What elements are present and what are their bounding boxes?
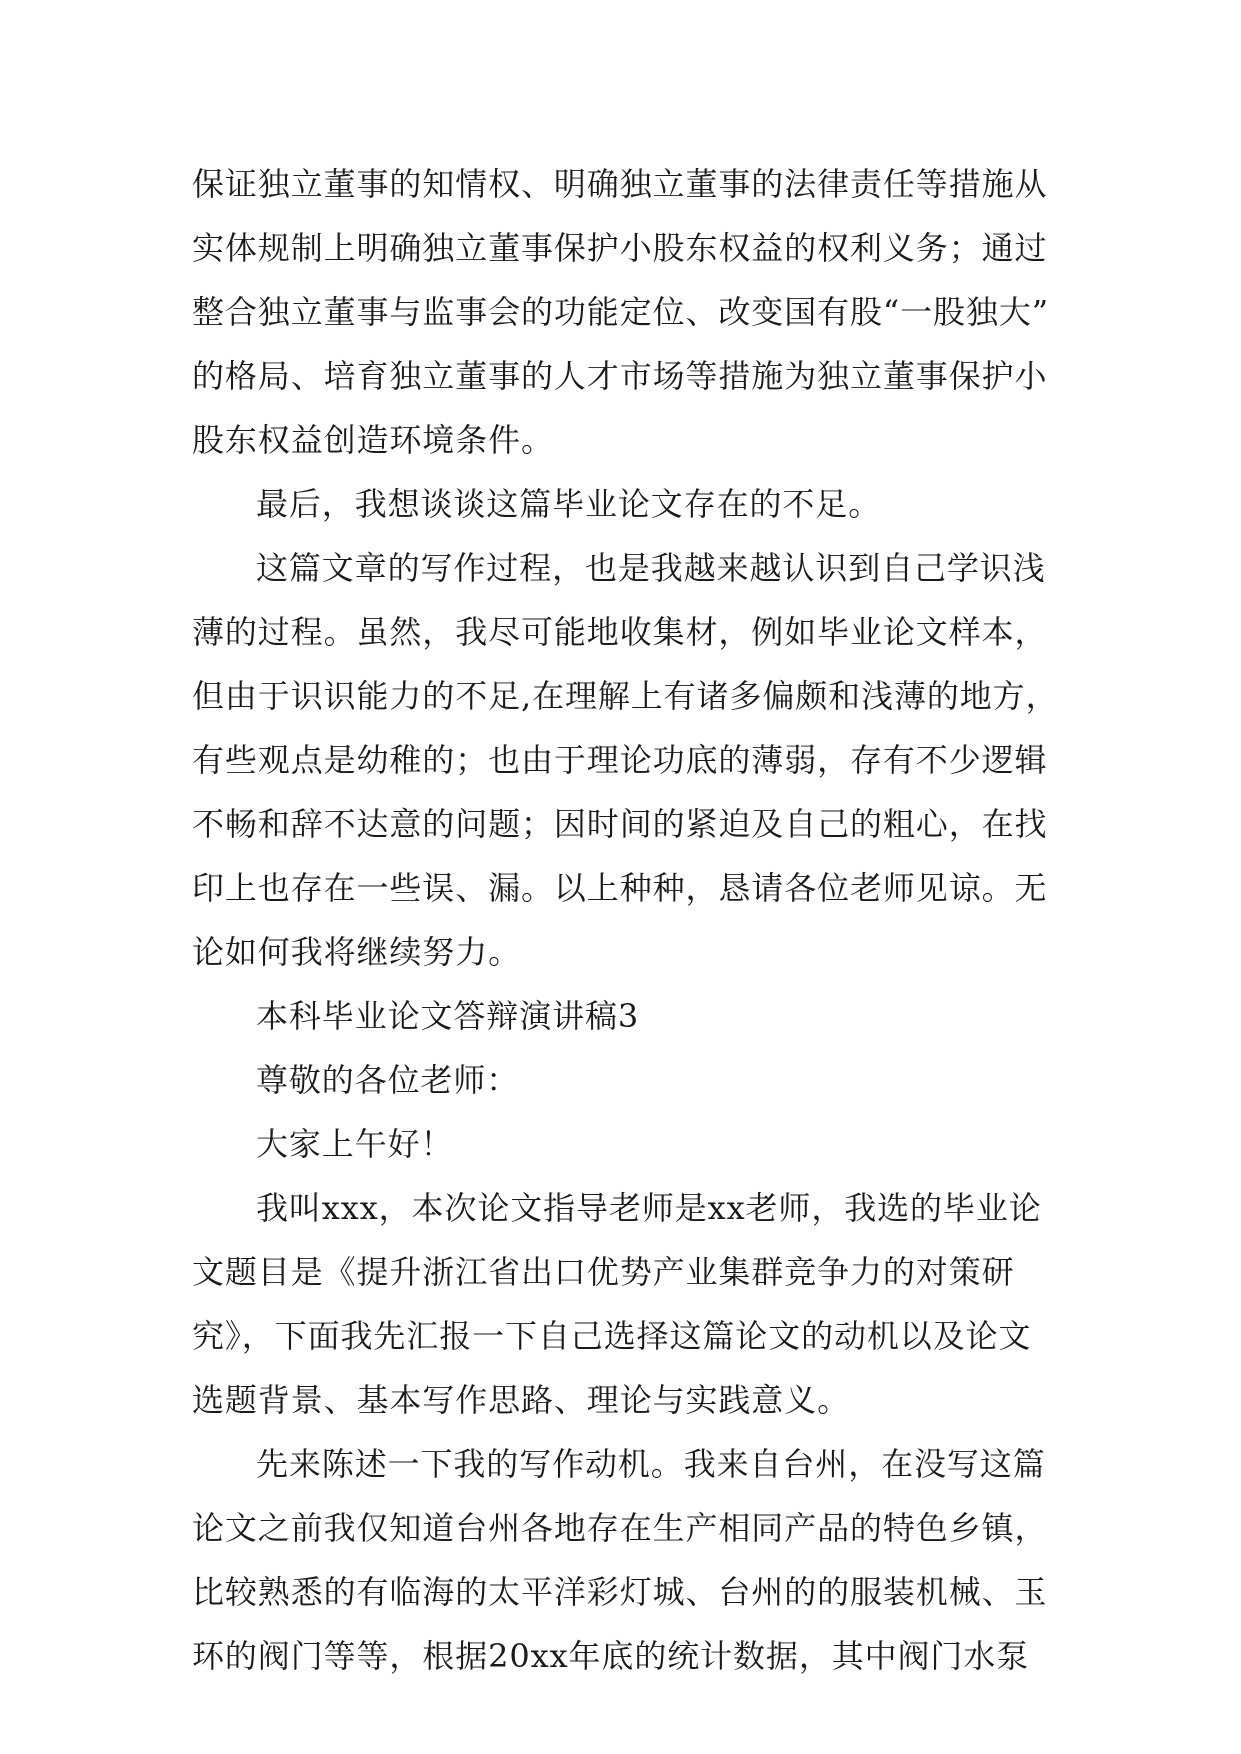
paragraph-first-line: 我叫xxx，本次论文指导老师是xx老师，我选的毕业论 — [256, 1189, 1042, 1227]
text-line: 论文之前我仅知道台州各地存在生产相同产品的特色乡镇， — [192, 1509, 1048, 1547]
text-line: 论如何我将继续努力。 — [192, 933, 522, 971]
paragraph-first-line: 先来陈述一下我的写作动机。我来自台州，在没写这篇 — [256, 1445, 1046, 1483]
text-line: 印上也存在一些误、漏。以上种种，恳请各位老师见谅。无 — [192, 869, 1048, 907]
text-line: 比较熟悉的有临海的太平洋彩灯城、台州的的服装机械、玉 — [192, 1573, 1048, 1611]
text-line: 选题背景、基本写作思路、理论与实践意义。 — [192, 1381, 851, 1419]
text-line: 究》，下面我先汇报一下自己选择这篇论文的动机以及论文 — [192, 1317, 1032, 1355]
paragraph-first-line: 最后，我想谈谈这篇毕业论文存在的不足。 — [256, 485, 882, 523]
text-line: 但由于识识能力的不足,在理解上有诸多偏颇和浅薄的地方， — [192, 677, 1059, 715]
salutation: 尊敬的各位老师： — [256, 1061, 520, 1099]
text-line: 不畅和辞不达意的问题；因时间的紧迫及自己的粗心，在找 — [192, 805, 1048, 843]
greeting: 大家上午好！ — [256, 1125, 454, 1163]
paragraph-first-line: 这篇文章的写作过程，也是我越来越认识到自己学识浅 — [256, 549, 1046, 587]
text-line: 整合独立董事与监事会的功能定位、改变国有股“一股独大” — [192, 293, 1050, 331]
text-line: 保证独立董事的知情权、明确独立董事的法律责任等措施从 — [192, 165, 1048, 203]
text-line: 有些观点是幼稚的；也由于理论功底的薄弱，存有不少逻辑 — [192, 741, 1048, 779]
text-line: 薄的过程。虽然，我尽可能地收集材，例如毕业论文样本， — [192, 613, 1048, 651]
section-title: 本科毕业论文答辩演讲稿3 — [256, 997, 640, 1035]
text-line: 文题目是《提升浙江省出口优势产业集群竞争力的对策研 — [192, 1253, 1015, 1291]
document-body — [192, 152, 1059, 1688]
text-line: 的格局、培育独立董事的人才市场等措施为独立董事保护小 — [192, 357, 1048, 395]
text-line: 实体规制上明确独立董事保护小股东权益的权利义务；通过 — [192, 229, 1048, 267]
text-line: 环的阀门等等，根据20xx年底的统计数据，其中阀门水泵 — [192, 1637, 1030, 1675]
text-line: 股东权益创造环境条件。 — [192, 421, 554, 459]
